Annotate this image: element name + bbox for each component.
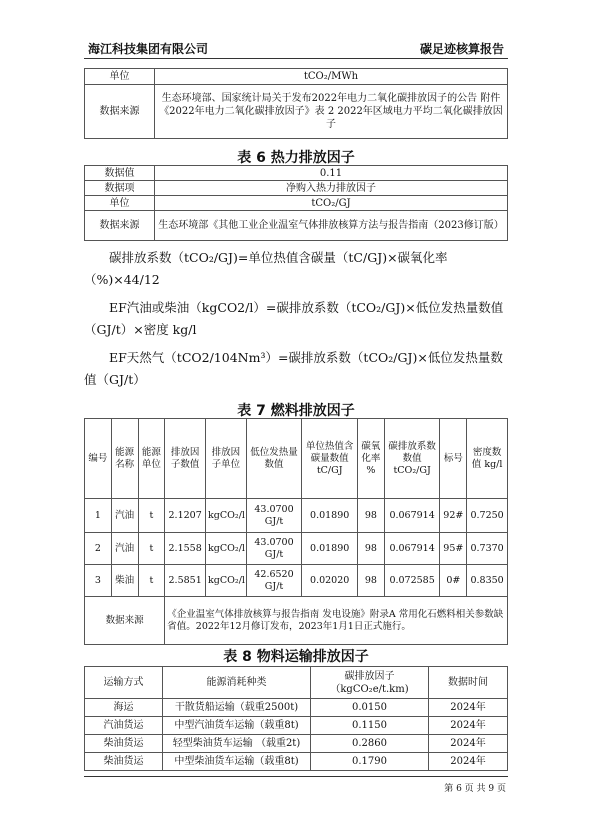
cell: 2024年	[429, 735, 508, 753]
cell: t	[138, 565, 165, 597]
cell: 0.7250	[467, 499, 508, 533]
formula-3: EF天然气（tCO2/104Nm³）=碳排放系数（tCO₂/GJ)×低位发热量数值（GJ/t）	[84, 350, 503, 387]
cell: 98	[358, 565, 385, 597]
table-6-caption: 表 6 热力排放因子	[237, 150, 355, 166]
source-label: 数据来源	[85, 85, 155, 139]
row-label: 数据值	[85, 166, 155, 181]
cell: 0.0150	[311, 699, 429, 717]
cell: 0.01890	[302, 499, 358, 533]
cell: 柴油	[111, 565, 138, 597]
formula-1: 碳排放系数（tCO₂/GJ)=单位热值含碳量（tC/GJ)×碳氧化率（%)×44/12	[84, 250, 448, 287]
cell: 汽油货运	[85, 717, 163, 735]
formula-2: EF汽油或柴油（kgCO2/l）=碳排放系数（tCO₂/GJ)×低位发热量数值（GJ/t）×密度 kg/l	[84, 300, 504, 337]
cell: 0.1790	[311, 753, 429, 771]
cell: 98	[358, 533, 385, 565]
cell: 中型汽油货车运输（载重8t)	[163, 717, 311, 735]
table-row	[85, 533, 508, 565]
source-value: 生态环境部、国家统计局关于发布2022年电力二氧化碳排放因子的公告 附件《2022年电力二氧化碳排放因子》表 2 2022年区域电力平均二氧化碳排放因子	[155, 85, 508, 139]
cell: 汽油	[111, 533, 138, 565]
cell: 3	[85, 565, 112, 597]
cell: 2024年	[429, 753, 508, 771]
header-cell: 碳排放系数数值 tCO₂/GJ	[384, 419, 440, 499]
header-cell: 排放因子单位	[205, 419, 246, 499]
table-7-caption: 表 7 燃料排放因子	[237, 403, 355, 419]
table-7	[84, 418, 508, 645]
header-cell: 标号	[440, 419, 467, 499]
unit-label: 单位	[85, 69, 155, 85]
cell: 0.7370	[467, 533, 508, 565]
cell: 2.1558	[165, 533, 206, 565]
cell: 95#	[440, 533, 467, 565]
header-cell: 编号	[85, 419, 112, 499]
cell: 汽油	[111, 499, 138, 533]
cell: 0.01890	[302, 533, 358, 565]
unit-value: tCO₂/MWh	[155, 69, 508, 85]
header-cell: 碳排放因子（kgCO₂e/t.km)	[311, 667, 429, 699]
cell: 2.1207	[165, 499, 206, 533]
row-value: 净购入热力排放因子	[155, 181, 508, 196]
cell: 98	[358, 499, 385, 533]
cell: 0#	[440, 565, 467, 597]
header-cell: 单位热值含碳量数值 tC/GJ	[302, 419, 358, 499]
header-cell: 数据时间	[429, 667, 508, 699]
table-8	[84, 666, 508, 771]
source-label: 数据来源	[85, 597, 165, 645]
table-5-tail	[84, 68, 508, 139]
cell: 海运	[85, 699, 163, 717]
report-title: 碳足迹核算报告	[419, 42, 504, 56]
footer-rule	[84, 776, 508, 777]
cell: 43.0700 GJ/t	[246, 499, 302, 533]
page-number: 第 6 页 共 9 页	[444, 784, 506, 794]
cell: 柴油货运	[85, 753, 163, 771]
cell: 2.5851	[165, 565, 206, 597]
header-cell: 排放因子数值	[165, 419, 206, 499]
cell: 43.0700 GJ/t	[246, 533, 302, 565]
cell: 2	[85, 533, 112, 565]
cell: 42.6520 GJ/t	[246, 565, 302, 597]
header-cell: 能源消耗种类	[163, 667, 311, 699]
cell: 92#	[440, 499, 467, 533]
cell: 0.067914	[384, 499, 440, 533]
source-value: 《企业温室气体排放核算与报告指南 发电设施》附录A 常用化石燃料相关参数缺省值。2022年12月修订发布，2023年1月1日正式施行。	[165, 597, 508, 645]
cell: kgCO₂/l	[205, 565, 246, 597]
cell: 0.2860	[311, 735, 429, 753]
row-value: tCO₂/GJ	[155, 196, 508, 211]
row-value: 0.11	[155, 166, 508, 181]
cell: 干散货船运输（载重2500t)	[163, 699, 311, 717]
cell: 0.1150	[311, 717, 429, 735]
table-row	[85, 753, 508, 771]
row-value: 生态环境部《其他工业企业温室气体排放核算方法与报告指南（2023修订版）	[155, 211, 508, 241]
header-cell: 能源单位	[138, 419, 165, 499]
header-cell: 碳氧化率 %	[358, 419, 385, 499]
row-label: 数据来源	[85, 211, 155, 241]
cell: kgCO₂/l	[205, 533, 246, 565]
table-row	[85, 499, 508, 533]
table-row	[85, 699, 508, 717]
table-row	[85, 735, 508, 753]
cell: t	[138, 533, 165, 565]
page-header	[84, 38, 508, 59]
company-name: 海江科技集团有限公司	[88, 42, 209, 56]
cell: 柴油货运	[85, 735, 163, 753]
header-cell: 密度数值 kg/l	[467, 419, 508, 499]
table-8-caption: 表 8 物料运输排放因子	[223, 649, 369, 665]
cell: t	[138, 499, 165, 533]
cell: 1	[85, 499, 112, 533]
row-label: 数据项	[85, 181, 155, 196]
header-cell: 运输方式	[85, 667, 163, 699]
header-cell: 低位发热量数值	[246, 419, 302, 499]
cell: 轻型柴油货车运输 （载重2t)	[163, 735, 311, 753]
cell: 中型柴油货车运输（载重8t)	[163, 753, 311, 771]
table-row	[85, 717, 508, 735]
cell: 0.8350	[467, 565, 508, 597]
cell: kgCO₂/l	[205, 499, 246, 533]
row-label: 单位	[85, 196, 155, 211]
cell: 0.02020	[302, 565, 358, 597]
cell: 2024年	[429, 699, 508, 717]
table-6	[84, 165, 508, 241]
cell: 2024年	[429, 717, 508, 735]
header-cell: 能源名称	[111, 419, 138, 499]
cell: 0.067914	[384, 533, 440, 565]
table-row	[85, 565, 508, 597]
cell: 0.072585	[384, 565, 440, 597]
